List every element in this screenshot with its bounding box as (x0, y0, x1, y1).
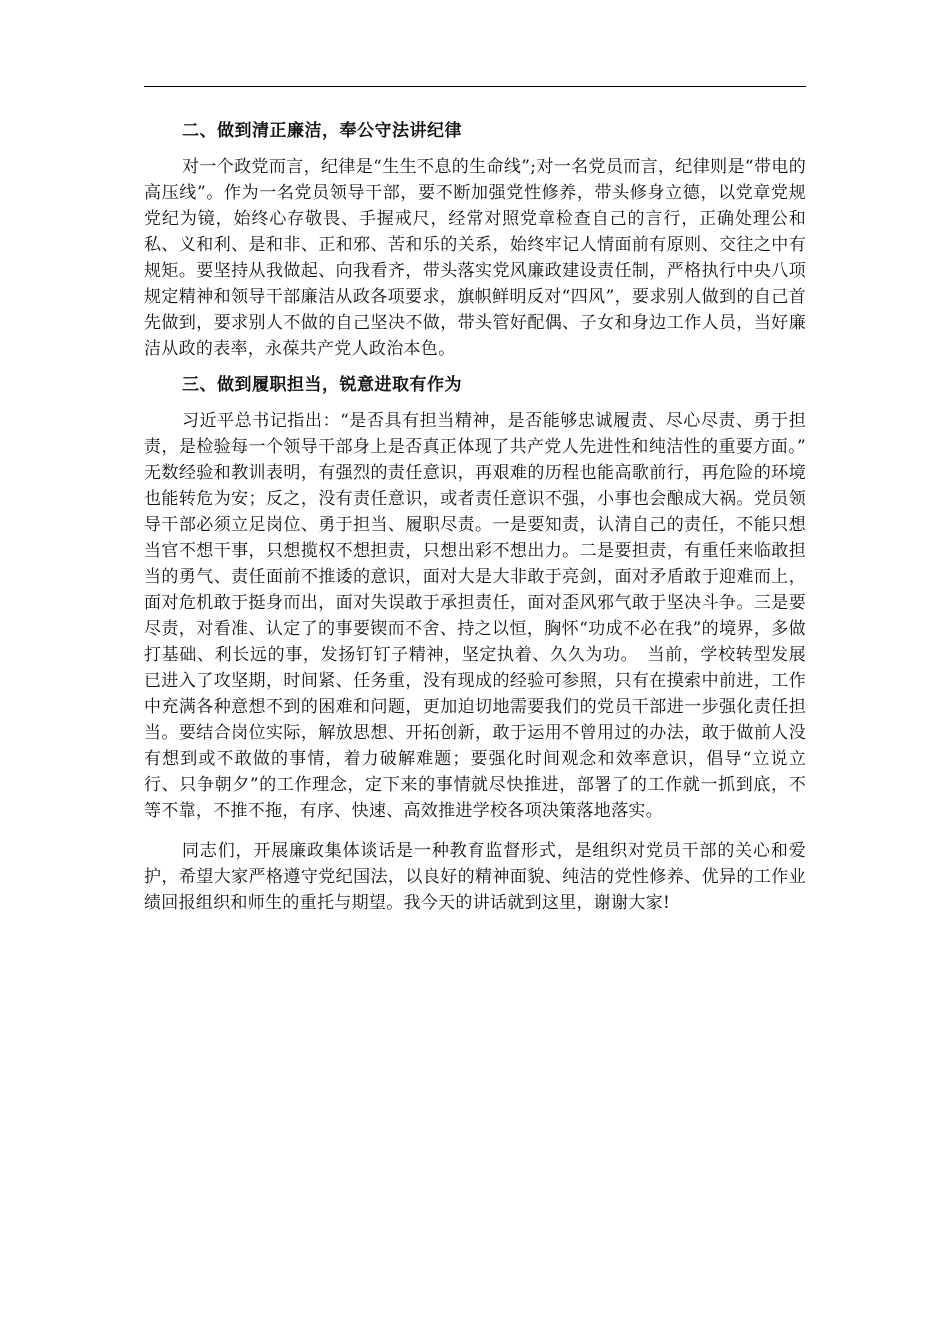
document-body (144, 118, 806, 926)
header-rule (144, 86, 806, 87)
section-heading: 二、做到清正廉洁，奉公守法讲纪律 (182, 121, 462, 141)
section-heading: 三、做到履职担当，锐意进取有作为 (182, 375, 462, 395)
closing-paragraph: 同志们，开展廉政集体谈话是一种教育监督形式，是组织对党员干部的关心和爱护，希望大家严格遵守党纪国法，以良好的精神面貌、纯洁的党性修养、优异的工作业绩回报组织和师生的重托与期望。我今天的讲话就到这里，谢谢大家! (144, 841, 806, 913)
body-paragraph: 习近平总书记指出：“是否具有担当精神，是否能够忠诚履责、尽心尽责、勇于担责，是检验每一个领导干部身上是否真正体现了共产党人先进性和纯洁性的重要方面。” 无数经验和教训表明，有强烈的责任意识，再艰难的历程也能高歌前行，再危险的环境也能转危为安；反之，没有责任意识，或者责任意识不强，小事也会酿成大祸。党员领导干部必须立足岗位、勇于担当、履职尽责。一是要知责，认清自己的责任，不能只想当官不想干事，只想揽权不想担责，只想出彩不想出力。二是要担责，有重任来临敢担当的勇气、责任面前不推诿的意识，面对大是大非敢于亮剑，面对矛盾敢于迎难而上，面对危机敢于挺身而出，面对失误敢于承担责任，面对歪风邪气敢于坚决斗争。三是要尽责，对看准、认定了的事要锲而不舍、持之以恒，胸怀“功成不必在我”的境界，多做打基础、利长远的事，发扬钉钉子精神，坚定执着、久久为功。 当前，学校转型发展已进入了攻坚期，时间紧、任务重，没有现成的经验可参照，只有在摸索中前进，工作中充满各种意想不到的困难和问题，更加迫切地需要我们的党员干部进一步强化责任担当。要结合岗位实际，解放思想、开拓创新，敢于运用不曾用过的办法，敢于做前人没有想到或不敢做的事情，着力破解难题；要强化时间观念和效率意识，倡导“立说立行、只争朝夕”的工作理念，定下来的事情就尽快推进，部署了的工作就一抓到底，不等不靠，不推不拖，有序、快速、高效推进学校各项决策落地落实。 (144, 411, 806, 821)
body-paragraph: 对一个政党而言，纪律是“生生不息的生命线”;对一名党员而言，纪律则是“带电的高压线”。作为一名党员领导干部，要不断加强党性修养，带头修身立德，以党章党规党纪为镜，始终心存敬畏、手握戒尺，经常对照党章检查自己的言行，正确处理公和私、义和利、是和非、正和邪、苦和乐的关系，始终牢记人情面前有原则、交往之中有规矩。要坚持从我做起、向我看齐，带头落实党风廉政建设责任制，严格执行中央八项规定精神和领导干部廉洁从政各项要求，旗帜鲜明反对“四风”，要求别人做到的自己首先做到，要求别人不做的自己坚决不做，带头管好配偶、子女和身边工作人员，当好廉洁从政的表率，永葆共产党人政治本色。 (144, 157, 806, 359)
